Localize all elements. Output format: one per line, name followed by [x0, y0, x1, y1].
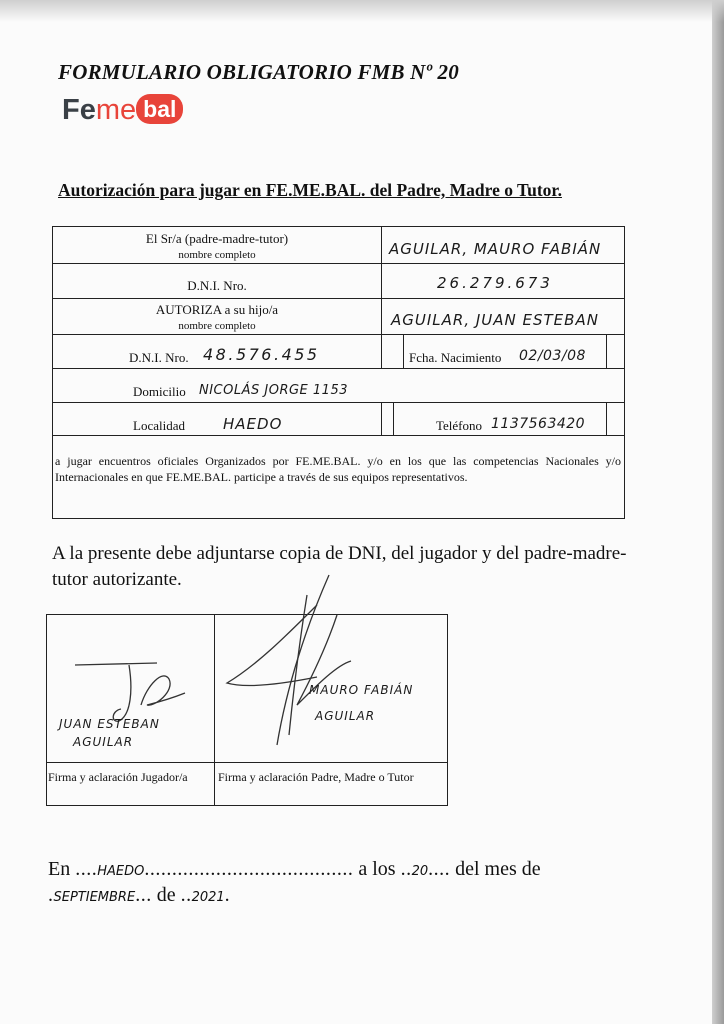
authorization-form-table	[52, 226, 625, 519]
child-dni-label: D.N.I. Nro.	[129, 350, 189, 365]
guardian-signature-caption: Firma y aclaración Padre, Madre o Tutor	[218, 770, 414, 784]
page-edge-shadow	[712, 0, 724, 1024]
closing-alos-label: a los	[358, 858, 396, 880]
top-shadow	[0, 0, 724, 22]
city-label: Localidad	[133, 418, 185, 433]
player-printed-name-line2: AGUILAR	[73, 735, 134, 749]
logo-text-bal: bal	[136, 94, 183, 124]
guardian-name-value: AGUILAR, MAURO FABIÁN	[389, 240, 602, 258]
authorization-terms: a jugar encuentros oficiales Organizados por FE.ME.BAL. y/o en los que las competencias Nacionales y/o Internacionales en que FE.ME.BAL. participe a través de sus equipos representativos.	[55, 454, 621, 484]
closing-line-1: En ....HAEDO...................................... a los ..20.... del mes de	[48, 858, 541, 880]
attachment-notice: A la presente debe adjuntarse copia de DNI, del jugador y del padre-madre-tutor autorizante.	[52, 543, 627, 590]
birth-date-value: 02/03/08	[519, 348, 586, 364]
guardian-printed-name-line1: MAURO FABIÁN	[309, 683, 414, 697]
closing-place-value: HAEDO	[97, 864, 145, 879]
closing-day-value: 20	[411, 864, 429, 879]
closing-de-label: de	[156, 884, 176, 906]
guardian-signature-icon	[217, 565, 417, 765]
child-dni-value: 48.576.455	[203, 345, 320, 364]
guardian-dni-value: 26.279.673	[437, 274, 553, 292]
closing-line-2: .SEPTIEMBRE... de ..2021.	[48, 884, 231, 906]
guardian-dni-label: D.N.I. Nro.	[187, 278, 247, 293]
form-title: FORMULARIO OBLIGATORIO FMB Nº 20	[58, 60, 459, 84]
guardian-printed-name-line2: AGUILAR	[315, 709, 376, 723]
child-name-value: AGUILAR, JUAN ESTEBAN	[391, 311, 599, 329]
closing-month-value: SEPTIEMBRE	[53, 890, 136, 905]
closing-year-value: 2021	[191, 890, 225, 905]
closing-en-label: En	[48, 858, 71, 880]
form-subtitle: Autorización para jugar en FE.ME.BAL. del Padre, Madre o Tutor.	[58, 180, 562, 200]
phone-label: Teléfono	[436, 418, 483, 433]
logo-text-fe: Fe	[62, 94, 96, 126]
player-printed-name-line1: JUAN ESTEBAN	[59, 717, 160, 731]
signature-table	[46, 614, 448, 806]
address-label: Domicilio	[133, 384, 186, 399]
phone-value: 1137563420	[491, 416, 586, 432]
player-signature-caption: Firma y aclaración Jugador/a	[48, 770, 188, 784]
city-value: HAEDO	[223, 415, 283, 433]
birth-date-label: Fcha. Nacimiento	[409, 350, 502, 365]
authorizes-label: AUTORIZA a su hijo/a nombre completo	[155, 302, 279, 332]
closing-month-label: del mes de	[455, 858, 541, 880]
logo-text-me: me	[95, 94, 137, 126]
address-value: NICOLÁS JORGE 1153	[199, 383, 348, 398]
guardian-label: El Sr/a (padre-madre-tutor) nombre completo	[145, 231, 289, 261]
femebal-logo	[62, 94, 232, 134]
